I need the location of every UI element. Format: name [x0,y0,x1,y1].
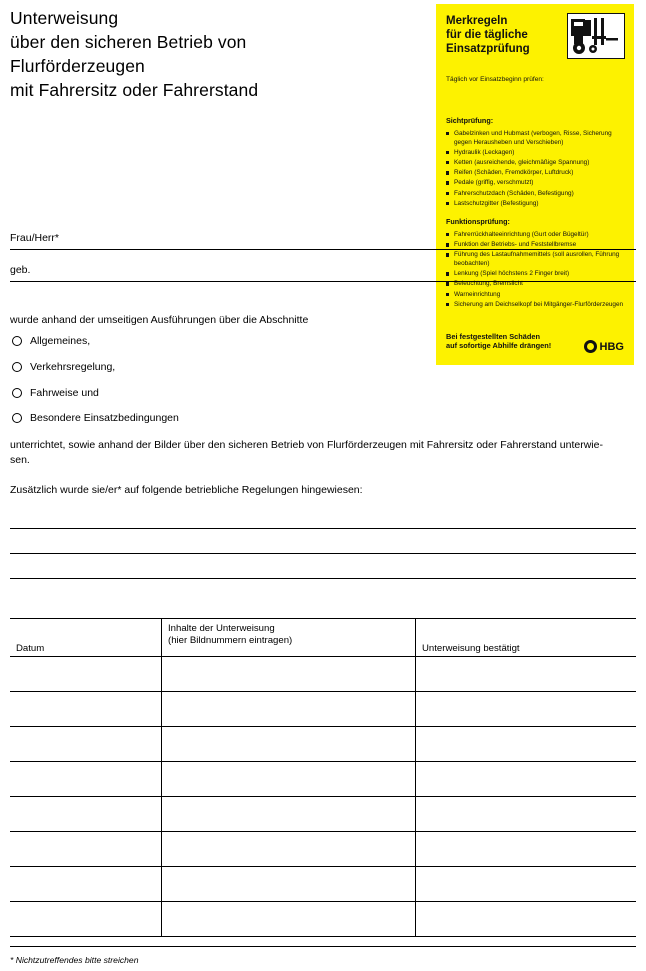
card-subheading: Täglich vor Einsatzbeginn prüfen: [446,76,544,83]
cell-bestaetigt[interactable] [416,797,636,831]
card-heading-line-2: für die tägliche [446,29,528,41]
option-label: Besondere Einsatzbedingungen [30,412,179,424]
list-item: Reifen (Schäden, Fremdkörper, Luftdruck) [446,169,626,178]
option-label: Verkehrsregelung, [30,361,116,373]
footnote-divider [10,946,636,947]
cell-inhalte[interactable] [162,797,416,831]
card-footer-note [446,332,574,351]
option-besondere-einsatzbedingungen[interactable] [12,412,179,424]
table-row[interactable] [10,902,636,937]
table-header-bestaetigt: Unterweisung bestätigt [422,642,520,654]
blank-line-1[interactable] [10,528,636,529]
table-row[interactable] [10,727,636,762]
title-line-2: über den sicheren Betrieb von [10,32,247,52]
cell-inhalte[interactable] [162,762,416,796]
birthdate-field-label: geb. [10,264,31,276]
cell-datum[interactable] [10,902,162,936]
cell-inhalte[interactable] [162,902,416,936]
table-header-row [10,619,636,657]
card-footer-line-2: auf sofortige Abhilfe drängen! [446,341,552,351]
name-field-label: Frau/Herr* [10,232,60,244]
option-allgemeines[interactable] [12,335,90,347]
table-row[interactable] [10,867,636,902]
cell-bestaetigt[interactable] [416,692,636,726]
card-section1-title: Sichtprüfung: [446,116,494,125]
card-section2-list [446,231,626,311]
cell-datum[interactable] [10,657,162,691]
card-section2-title: Funktionsprüfung: [446,217,510,226]
cell-bestaetigt[interactable] [416,832,636,866]
option-label: Allgemeines, [30,335,91,347]
radio-circle-icon [12,413,22,423]
cell-inhalte[interactable] [162,832,416,866]
list-item: Beleuchtung, Bremslicht [446,280,626,289]
cell-inhalte[interactable] [162,867,416,901]
cell-datum[interactable] [10,867,162,901]
cell-bestaetigt[interactable] [416,867,636,901]
title-line-3: Flurförderzeugen [10,56,145,76]
card-heading [446,14,556,56]
unterweisung-table [10,618,636,937]
card-heading-line-1: Merkregeln [446,15,508,27]
cell-datum[interactable] [10,692,162,726]
cell-inhalte[interactable] [162,657,416,691]
hbg-mark-icon [584,340,597,353]
table-header-inhalte [162,619,416,656]
table-header-datum: Datum [10,619,162,656]
footnote: * Nichtzutreffendes bitte streichen [10,955,139,965]
table-header-inhalte-line-2: (hier Bildnummern eintragen) [168,634,293,646]
cell-datum[interactable] [10,727,162,761]
card-section1-list [446,130,626,210]
list-item: Führung des Lastaufnahmemittels (soll ausrollen, Führung beobachten) [446,251,626,268]
cell-bestaetigt[interactable] [416,902,636,936]
forklift-icon [567,13,625,59]
list-item: Fahrerrückhalteeinrichtung (Gurt oder Bügeltür) [446,231,626,240]
list-item: Pedale (griffig, verschmutzt) [446,179,626,188]
list-item: Warneinrichtung [446,291,626,300]
hbg-logo-text: HBG [599,340,624,353]
table-row[interactable] [10,657,636,692]
merkregeln-card [436,4,634,365]
cell-datum[interactable] [10,797,162,831]
table-row[interactable] [10,832,636,867]
radio-circle-icon [12,336,22,346]
cell-inhalte[interactable] [162,692,416,726]
card-heading-line-3: Einsatzprüfung [446,43,530,55]
table-header-inhalte-line-1: Inhalte der Unterweisung [168,623,275,634]
blank-line-2[interactable] [10,553,636,554]
cell-bestaetigt[interactable] [416,657,636,691]
list-item: Funktion der Betriebs- und Feststellbremse [446,241,626,250]
additional-note: Zusätzlich wurde sie/er* auf folgende betriebliche Regelungen hingewiesen: [10,484,363,496]
option-fahrweise[interactable] [12,387,99,399]
option-verkehrsregelung[interactable] [12,361,115,373]
title-line-4: mit Fahrersitz oder Fahrerstand [10,80,259,100]
page-title [10,6,430,102]
name-field-line[interactable] [10,249,636,250]
intro-paragraph: wurde anhand der umseitigen Ausführungen über die Abschnitte [10,314,309,326]
cell-bestaetigt[interactable] [416,762,636,796]
radio-circle-icon [12,388,22,398]
card-footer-line-1: Bei festgestellten Schäden [446,331,541,341]
hbg-logo [584,340,624,353]
list-item: Ketten (ausreichende, gleichmäßige Spannung) [446,159,626,168]
cell-datum[interactable] [10,762,162,796]
blank-line-3[interactable] [10,578,636,579]
list-item: Sicherung am Deichselkopf bei Mitgänger-Flurförderzeugen [446,301,626,310]
instruction-paragraph-line-2: sen. [10,454,30,466]
list-item: Fahrerschutzdach (Schäden, Befestigung) [446,190,626,199]
table-row[interactable] [10,797,636,832]
instruction-paragraph-line-1: unterrichtet, sowie anhand der Bilder über den sicheren Betrieb von Flurförderzeugen mit Fahrersitz oder Fahrerstand unterwie- [10,439,603,451]
table-row[interactable] [10,692,636,727]
cell-inhalte[interactable] [162,727,416,761]
list-item: Hydraulik (Leckagen) [446,149,626,158]
option-label: Fahrweise und [30,387,99,399]
title-line-1: Unterweisung [10,8,119,28]
table-row[interactable] [10,762,636,797]
cell-bestaetigt[interactable] [416,727,636,761]
list-item: Lenkung (Spiel höchstens 2 Finger breit) [446,270,626,279]
birthdate-field-line[interactable] [10,281,636,282]
list-item: Lastschutzgitter (Befestigung) [446,200,626,209]
radio-circle-icon [12,362,22,372]
cell-datum[interactable] [10,832,162,866]
list-item: Gabelzinken und Hubmast (verbogen, Risse, Sicherung gegen Herausheben und Verschieben) [446,130,626,147]
